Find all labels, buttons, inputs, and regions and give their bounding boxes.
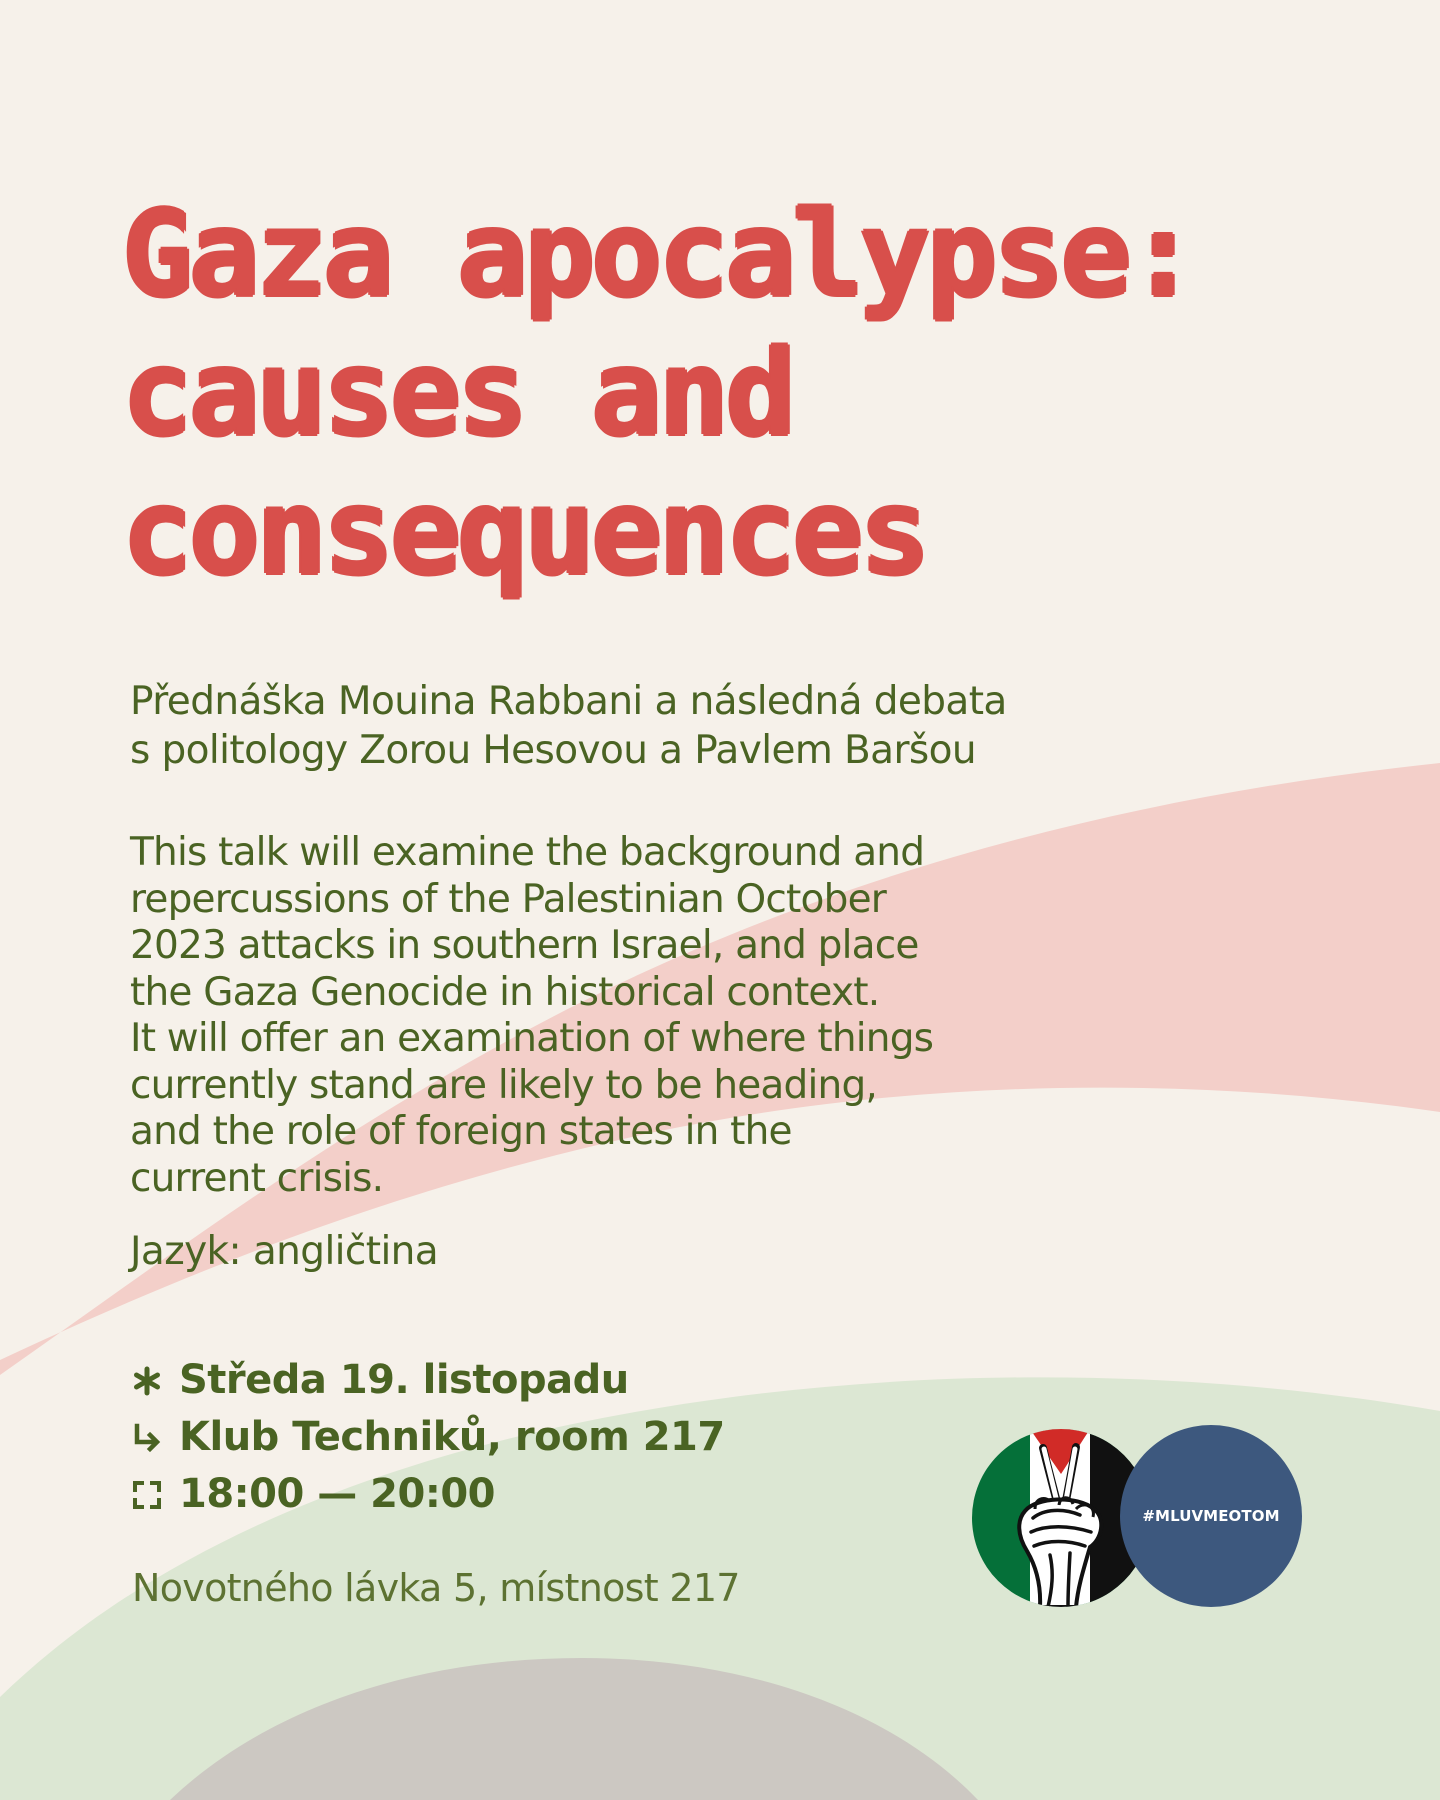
description-line: 2023 attacks in southern Israel, and place [130, 923, 919, 968]
speaker-subtitle [130, 677, 1170, 775]
description-line: currently stand are likely to be heading, [130, 1062, 877, 1108]
event-date-row [130, 1352, 830, 1409]
event-time: 18:00 — 20:00 [179, 1471, 495, 1517]
arrow-turn-right-icon [130, 1421, 164, 1455]
description-line: This talk will examine the background and [130, 830, 925, 875]
asterisk-icon [130, 1364, 164, 1398]
subtitle-line: s politology Zorou Hesovou a Pavlem Baršou [130, 728, 977, 773]
description-line: the Gaza Genocide in historical context. [130, 969, 880, 1015]
event-date: Středa 19. listopadu [179, 1357, 629, 1403]
language-label: Jazyk: angličtina [130, 1229, 439, 1274]
event-details [130, 1352, 830, 1523]
event-location-row [130, 1409, 830, 1466]
mluvmeotom-badge-text: #MLUVMEOTOM [1142, 1507, 1280, 1525]
event-description [130, 830, 1130, 1202]
organizer-logos [968, 1425, 1304, 1611]
mluvmeotom-badge [1120, 1425, 1302, 1607]
event-address: Novotného lávka 5, místnost 217 [132, 1566, 740, 1610]
description-line: current crisis. [130, 1155, 384, 1201]
subtitle-line: Přednáška Mouina Rabbani a následná debata [130, 679, 1007, 724]
description-line: and the role of foreign states in the [130, 1109, 792, 1154]
event-location: Klub Techniků, room 217 [179, 1414, 725, 1460]
title-line: causes and [122, 324, 793, 463]
description-line: repercussions of the Palestinian October [130, 876, 886, 922]
event-title [122, 185, 1302, 603]
title-line: Gaza apocalypse: [122, 185, 1195, 323]
title-line: consequences [122, 463, 927, 602]
description-line: It will offer an examination of where things [130, 1016, 934, 1061]
event-time-row [130, 1466, 830, 1523]
focus-frame-icon [130, 1478, 164, 1512]
